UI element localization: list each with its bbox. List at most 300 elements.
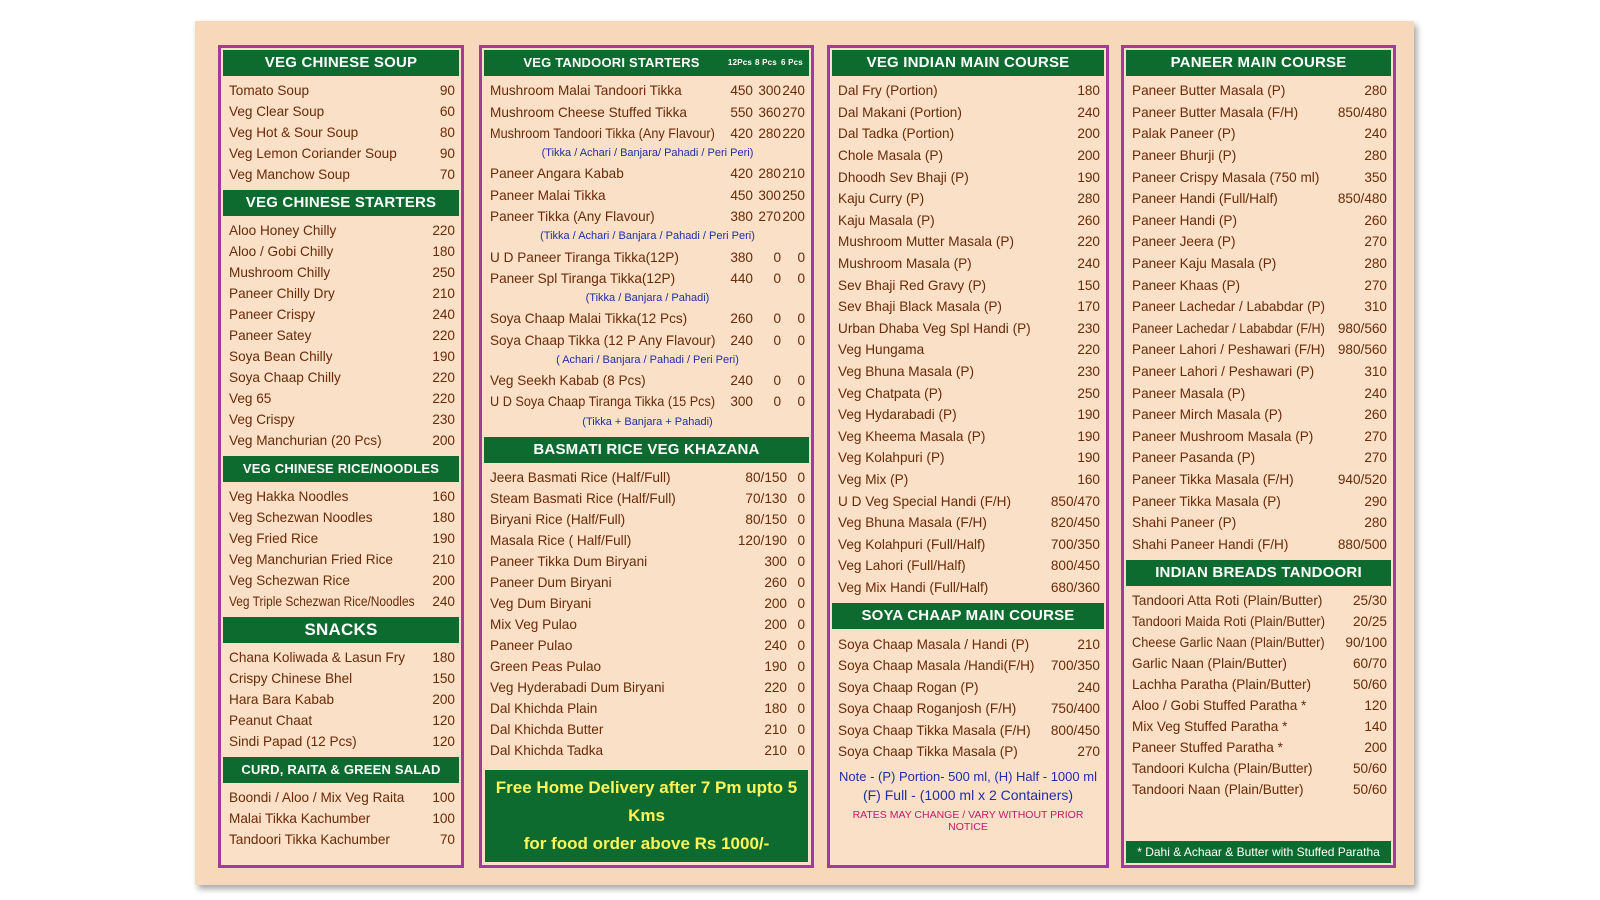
menu-item — [229, 486, 455, 507]
item-price: 240 — [1077, 104, 1100, 120]
section-title: INDIAN BREADS TANDOORI — [1155, 564, 1362, 582]
menu-item — [1132, 653, 1387, 674]
item-name: Soya Chaap Roganjosh (F/H) — [838, 701, 1017, 716]
menu-item — [490, 593, 805, 614]
paneer-list — [1124, 78, 1393, 558]
item-name: Dal Khichda Tadka — [490, 742, 604, 758]
item-name: Paneer Lahori / Peshawari (P) — [1132, 364, 1315, 380]
item-price: 260 — [1077, 212, 1100, 228]
item-name: Veg Bhuna Masala (P) — [838, 364, 975, 380]
item-name: Mushroom Mutter Masala (P) — [838, 234, 1015, 250]
flavour-note: (Tikka / Achari / Banjara/ Pahadi / Peri Peri) — [541, 147, 754, 160]
item-name: Soya Chaap Masala / Handi (P) — [838, 636, 1030, 652]
item-price: 120 — [432, 734, 455, 749]
item-name: Veg Kolahpuri (Full/Half) — [838, 536, 986, 552]
portion-note — [830, 765, 1106, 835]
item-price: 270 — [1364, 277, 1387, 293]
item-price: 270 — [1364, 450, 1387, 466]
price-12pcs: 300 — [730, 394, 753, 410]
item-price: 80/150 — [745, 469, 787, 485]
item-name: Paneer Jeera (P) — [1132, 234, 1236, 250]
item-name: Veg Mix Handi (Full/Half) — [838, 579, 989, 595]
menu-item — [229, 570, 455, 591]
paratha-footnote: * Dahi & Achaar & Butter with Stuffed Paratha — [1126, 841, 1391, 863]
menu-item — [1132, 426, 1387, 448]
menu-item — [1132, 253, 1387, 275]
item-price: 220 — [432, 223, 455, 238]
item-price: 680/360 — [1050, 579, 1100, 595]
flavour-note: (Tikka / Achari / Banjara / Pahadi / Peri Peri) — [540, 230, 755, 243]
menu-item — [1132, 611, 1387, 632]
item-price-2: 0 — [797, 469, 805, 485]
column-paneer-breads — [1121, 45, 1396, 868]
flavour-note: (Tikka / Banjara / Pahadi) — [585, 292, 710, 305]
item-name: Sev Bhaji Red Gravy (P) — [838, 277, 987, 293]
item-price: 880/500 — [1337, 536, 1387, 552]
item-name: Mushroom Malai Tandoori Tikka — [490, 83, 682, 99]
item-name: Veg Mix (P) — [838, 471, 909, 487]
price-8pcs: 360 — [758, 104, 781, 120]
flavour-note: ( Achari / Banjara / Pahadi / Peri Peri) — [556, 353, 739, 366]
price-8pcs: 0 — [773, 373, 781, 389]
item-price-2: 0 — [797, 658, 805, 674]
item-price: 180 — [432, 244, 455, 259]
item-name: Veg 65 — [229, 391, 272, 406]
item-price: 190 — [1077, 169, 1100, 185]
item-name: Urban Dhaba Veg Spl Handi (P) — [838, 320, 1031, 336]
menu-item — [1132, 231, 1387, 253]
menu-item — [838, 274, 1100, 296]
menu-item — [838, 339, 1100, 361]
item-name: Paneer Handi (Full/Half) — [1132, 191, 1278, 207]
item-name: Malai Tikka Kachumber — [229, 811, 371, 826]
menu-item — [838, 361, 1100, 383]
item-name: Tandoori Tikka Kachumber — [229, 832, 390, 847]
menu-item — [490, 509, 805, 530]
item-price: 260 — [1364, 407, 1387, 423]
price-8pcs: 0 — [773, 249, 781, 265]
menu-item — [1132, 469, 1387, 491]
item-name: Veg Schezwan Rice — [229, 573, 350, 588]
item-name: Paneer Tikka Dum Biryani — [490, 553, 648, 569]
price-12pcs: 450 — [730, 187, 753, 203]
item-price: 220 — [1077, 234, 1100, 250]
item-name: Veg Lemon Coriander Soup — [229, 146, 397, 161]
item-price: 50/60 — [1352, 761, 1387, 777]
price-12pcs: 450 — [730, 83, 753, 99]
item-price: 70 — [439, 832, 455, 847]
menu-item — [838, 512, 1100, 534]
item-name: Tandoori Atta Roti (Plain/Butter) — [1132, 593, 1323, 609]
item-name: Paneer Malai Tikka — [490, 187, 606, 203]
price-8pcs: 300 — [758, 83, 781, 99]
menu-item — [229, 367, 455, 388]
item-name: Mushroom Cheese Stuffed Tikka — [490, 104, 687, 120]
menu-item — [838, 577, 1100, 599]
item-name: Paneer Stuffed Paratha * — [1132, 740, 1283, 756]
menu-item — [229, 283, 455, 304]
item-price: 240 — [432, 307, 455, 322]
price-12pcs: 240 — [730, 332, 753, 348]
item-name: Soya Chaap Malai Tikka(12 Pcs) — [490, 311, 688, 327]
item-price: 980/560 — [1337, 342, 1387, 358]
menu-item — [838, 698, 1100, 720]
menu-item — [490, 698, 805, 719]
item-name: Soya Chaap Tikka Masala (F/H) — [838, 722, 1031, 738]
item-price: 160 — [432, 489, 455, 504]
menu-item — [229, 346, 455, 367]
item-name: Soya Chaap Tikka (12 P Any Flavour) — [490, 332, 716, 348]
item-price: 50/60 — [1352, 782, 1387, 798]
item-name: Paneer Dum Biryani — [490, 574, 612, 590]
section-list — [221, 78, 461, 188]
column-tandoori-rice — [479, 45, 814, 868]
menu-item — [1132, 716, 1387, 737]
item-name: Masala Rice ( Half/Full) — [490, 532, 632, 548]
item-name: Sindi Papad (12 Pcs) — [229, 734, 357, 749]
menu-item — [838, 676, 1100, 698]
item-price: 200 — [432, 433, 455, 448]
item-price: 300 — [764, 553, 787, 569]
item-name: Mix Veg Stuffed Paratha * — [1132, 719, 1288, 735]
item-price: 90 — [439, 83, 455, 98]
menu-item — [490, 551, 805, 572]
item-price-2: 0 — [797, 553, 805, 569]
price-6pcs: 240 — [782, 83, 805, 99]
item-price: 60/70 — [1352, 656, 1387, 672]
item-price-2: 0 — [797, 532, 805, 548]
item-name: Veg Chatpata (P) — [838, 385, 943, 401]
menu-board — [195, 21, 1414, 885]
section-list — [221, 785, 461, 853]
section-title: SNACKS — [304, 620, 378, 639]
item-price-2: 0 — [797, 595, 805, 611]
item-name: Veg Kolahpuri (P) — [838, 450, 945, 466]
price-6pcs: 200 — [782, 209, 805, 225]
price-12pcs: 550 — [730, 104, 753, 120]
menu-item — [490, 635, 805, 656]
item-price: 180 — [432, 510, 455, 525]
item-price: 350 — [1364, 169, 1387, 185]
item-price: 310 — [1364, 299, 1387, 315]
item-name: Paneer Pasanda (P) — [1132, 450, 1256, 466]
item-price: 190 — [1077, 450, 1100, 466]
item-price: 120 — [432, 713, 455, 728]
section-title: VEG CHINESE RICE/NOODLES — [242, 461, 440, 476]
item-price: 280 — [1364, 515, 1387, 531]
menu-item — [838, 382, 1100, 404]
item-name: Veg Hungama — [838, 342, 925, 358]
item-name: Soya Bean Chilly — [229, 349, 333, 364]
section-list — [221, 484, 461, 615]
menu-item — [838, 123, 1100, 145]
basmati-list — [482, 465, 811, 764]
menu-item — [229, 829, 455, 850]
menu-item — [1132, 447, 1387, 469]
menu-item — [1132, 632, 1387, 653]
item-name: Paneer Lachedar / Lababdar (F/H) — [1132, 320, 1325, 336]
item-name: U D Soya Chaap Tiranga Tikka (15 Pcs) — [490, 394, 716, 410]
price-8pcs: 270 — [758, 209, 781, 225]
item-name: Paneer Bhurji (P) — [1132, 148, 1237, 164]
menu-item — [838, 145, 1100, 167]
section-header-veg-indian — [832, 50, 1104, 76]
menu-item — [229, 787, 455, 808]
price-8pcs: 0 — [773, 270, 781, 286]
menu-item — [490, 123, 805, 144]
item-price: 150 — [1077, 277, 1100, 293]
item-name: Chole Masala (P) — [838, 148, 944, 164]
price-6pcs: 0 — [797, 394, 805, 410]
price-8pcs: 0 — [773, 311, 781, 327]
item-price: 800/450 — [1050, 722, 1100, 738]
menu-item — [229, 591, 455, 612]
menu-item — [1132, 533, 1387, 555]
menu-item — [838, 426, 1100, 448]
item-price: 260 — [1364, 212, 1387, 228]
menu-item — [490, 656, 805, 677]
menu-item — [838, 741, 1100, 763]
section-title: VEG CHINESE SOUP — [264, 54, 418, 71]
menu-item — [229, 549, 455, 570]
menu-item — [490, 163, 805, 184]
item-price-2: 0 — [797, 742, 805, 758]
item-name: Paneer Butter Masala (P) — [1132, 83, 1286, 99]
item-name: Dal Tadka (Portion) — [838, 126, 955, 142]
item-price: 60 — [439, 104, 455, 119]
menu-item — [229, 143, 455, 164]
menu-item — [229, 430, 455, 451]
menu-item — [838, 102, 1100, 124]
item-price: 280 — [1364, 148, 1387, 164]
menu-item — [229, 304, 455, 325]
item-name: Veg Manchurian (20 Pcs) — [229, 433, 382, 448]
item-price: 290 — [1364, 493, 1387, 509]
price-6pcs: 210 — [782, 166, 805, 182]
item-name: Veg Manchurian Fried Rice — [229, 552, 393, 567]
menu-item — [490, 719, 805, 740]
column-chinese-snacks — [218, 45, 464, 868]
item-name: Mushroom Chilly — [229, 265, 331, 280]
item-name: Peanut Chaat — [229, 713, 313, 728]
item-price: 200 — [1364, 740, 1387, 756]
section-header — [223, 617, 459, 643]
item-price-2: 0 — [797, 574, 805, 590]
item-name: Veg Fried Rice — [229, 531, 319, 546]
menu-item — [1132, 274, 1387, 296]
item-price: 160 — [1077, 471, 1100, 487]
item-name: Garlic Naan (Plain/Butter) — [1132, 656, 1287, 672]
menu-item — [838, 296, 1100, 318]
item-price: 280 — [1364, 256, 1387, 272]
section-list — [221, 218, 461, 454]
menu-item — [838, 719, 1100, 741]
item-name: Soya Chaap Rogan (P) — [838, 679, 979, 695]
item-name: Veg Schezwan Noodles — [229, 510, 373, 525]
item-price: 25/30 — [1352, 593, 1387, 609]
item-price: 220 — [764, 679, 787, 695]
delivery-line-1: Free Home Delivery after 7 Pm upto 5 Kms — [495, 778, 798, 825]
item-name: Chana Koliwada & Lasun Fry — [229, 650, 406, 665]
tandoori-list — [482, 78, 811, 435]
item-price: 200 — [764, 595, 787, 611]
menu-item — [490, 530, 805, 551]
menu-item — [490, 101, 805, 122]
menu-item — [229, 164, 455, 185]
item-price: 750/400 — [1050, 701, 1100, 716]
item-name: Veg Dum Biryani — [490, 595, 592, 611]
item-name: Cheese Garlic Naan (Plain/Butter) — [1132, 635, 1325, 651]
menu-item — [490, 677, 805, 698]
item-price: 100 — [432, 811, 455, 826]
menu-item — [1132, 490, 1387, 512]
item-price: 800/450 — [1050, 558, 1100, 574]
item-price: 200 — [1077, 148, 1100, 164]
menu-item — [838, 655, 1100, 677]
section-header-paneer — [1126, 50, 1391, 76]
section-title: CURD, RAITA & GREEN SALAD — [241, 762, 441, 777]
menu-item — [229, 528, 455, 549]
item-name: Veg Hyderabadi Dum Biryani — [490, 679, 665, 695]
item-price: 70/130 — [745, 490, 787, 506]
menu-item — [229, 80, 455, 101]
item-price: 250 — [432, 265, 455, 280]
menu-item — [490, 246, 805, 267]
item-price: 210 — [432, 286, 455, 301]
item-name: Tandoori Kulcha (Plain/Butter) — [1132, 761, 1313, 777]
item-price: 100 — [432, 790, 455, 805]
menu-item — [229, 262, 455, 283]
note-line-2: (F) Full - (1000 ml x 2 Containers) — [862, 787, 1074, 804]
item-price: 190 — [764, 658, 787, 674]
column-indian-main — [827, 45, 1109, 868]
section-header-tandoori — [484, 50, 809, 76]
price-12pcs: 380 — [730, 209, 753, 225]
item-price: 220 — [1077, 342, 1100, 358]
item-price: 220 — [432, 328, 455, 343]
item-name: Crispy Chinese Bhel — [229, 671, 353, 686]
menu-item — [229, 101, 455, 122]
item-price: 80/150 — [745, 511, 787, 527]
menu-item — [229, 710, 455, 731]
item-name: Veg Manchow Soup — [229, 167, 350, 182]
menu-item — [838, 231, 1100, 253]
price-8pcs: 0 — [773, 394, 781, 410]
item-name: Veg Clear Soup — [229, 104, 325, 119]
menu-item — [490, 268, 805, 289]
item-price: 250 — [1077, 385, 1100, 401]
section-header — [223, 190, 459, 216]
item-price: 210 — [1077, 636, 1100, 652]
item-price: 270 — [1077, 744, 1100, 759]
item-name: Sev Bhaji Black Masala (P) — [838, 299, 1002, 315]
item-name: Veg Bhuna Masala (F/H) — [838, 515, 987, 531]
item-name: Paneer Chilly Dry — [229, 286, 335, 301]
menu-item — [1132, 296, 1387, 318]
item-price: 230 — [1077, 320, 1100, 336]
item-price: 190 — [1077, 428, 1100, 444]
delivery-line-2: for food order above Rs 1000/- — [523, 834, 770, 853]
item-price: 980/560 — [1337, 320, 1387, 336]
menu-item — [1132, 404, 1387, 426]
menu-item — [1132, 166, 1387, 188]
item-name: Paneer Tikka Masala (F/H) — [1132, 471, 1294, 487]
item-name: U D Veg Special Handi (F/H) — [838, 493, 1012, 509]
menu-item — [229, 647, 455, 668]
item-name: Soya Chaap Chilly — [229, 370, 341, 385]
item-name: Paneer Lahori / Peshawari (F/H) — [1132, 342, 1325, 358]
menu-item — [838, 253, 1100, 275]
menu-item — [1132, 210, 1387, 232]
menu-item — [229, 325, 455, 346]
item-price: 230 — [1077, 364, 1100, 380]
item-name: Hara Bara Kabab — [229, 692, 335, 707]
price-6pcs: 0 — [797, 373, 805, 389]
menu-item — [490, 572, 805, 593]
item-name: Veg Kheema Masala (P) — [838, 428, 986, 444]
item-name: Biryani Rice (Half/Full) — [490, 511, 626, 527]
item-price: 90 — [439, 146, 455, 161]
item-name: Veg Crispy — [229, 412, 295, 427]
menu-item — [229, 731, 455, 752]
price-8pcs: 280 — [758, 166, 781, 182]
item-name: Dhoodh Sev Bhaji (P) — [838, 169, 969, 185]
menu-item — [490, 740, 805, 761]
section-title: VEG INDIAN MAIN COURSE — [866, 54, 1070, 71]
menu-item — [1132, 512, 1387, 534]
menu-item — [1132, 188, 1387, 210]
item-price: 200 — [1077, 126, 1100, 142]
item-name: Palak Paneer (P) — [1132, 126, 1236, 142]
delivery-banner — [485, 770, 808, 862]
menu-item — [490, 206, 805, 227]
soya-list — [830, 631, 1106, 765]
menu-item — [838, 210, 1100, 232]
item-name: Paneer Mirch Masala (P) — [1132, 407, 1283, 423]
item-price: 120/190 — [737, 532, 787, 548]
item-price: 700/350 — [1050, 658, 1100, 673]
item-price: 50/60 — [1352, 677, 1387, 693]
menu-item — [229, 689, 455, 710]
menu-item — [229, 241, 455, 262]
section-header-breads — [1126, 560, 1391, 586]
menu-item — [838, 490, 1100, 512]
menu-item — [838, 404, 1100, 426]
col-header-8pcs: 8 Pcs — [755, 58, 777, 67]
menu-item — [838, 166, 1100, 188]
item-price: 120 — [1364, 698, 1387, 714]
item-price-2: 0 — [797, 679, 805, 695]
price-6pcs: 0 — [797, 332, 805, 348]
item-name: Veg Seekh Kabab (8 Pcs) — [490, 373, 646, 389]
item-name: Paneer Crispy Masala (750 ml) — [1132, 169, 1320, 185]
item-price: 20/25 — [1352, 614, 1387, 630]
item-name: Veg Hakka Noodles — [229, 489, 349, 504]
item-price: 200 — [432, 573, 455, 588]
item-name: Paneer Kaju Masala (P) — [1132, 256, 1277, 272]
col-header-12pcs: 12Pcs — [727, 58, 753, 67]
item-name: Dal Khichda Butter — [490, 721, 604, 737]
item-price: 200 — [764, 616, 787, 632]
item-price: 280 — [1364, 83, 1387, 99]
section-header — [223, 50, 459, 76]
item-name: Mushroom Masala (P) — [838, 256, 972, 272]
section-title: VEG TANDOORI STARTERS — [523, 55, 700, 70]
item-price-2: 0 — [797, 721, 805, 737]
item-price: 240 — [432, 594, 455, 609]
menu-item — [490, 185, 805, 206]
item-name: Soya Chaap Masala /Handi(F/H) — [838, 658, 1035, 673]
